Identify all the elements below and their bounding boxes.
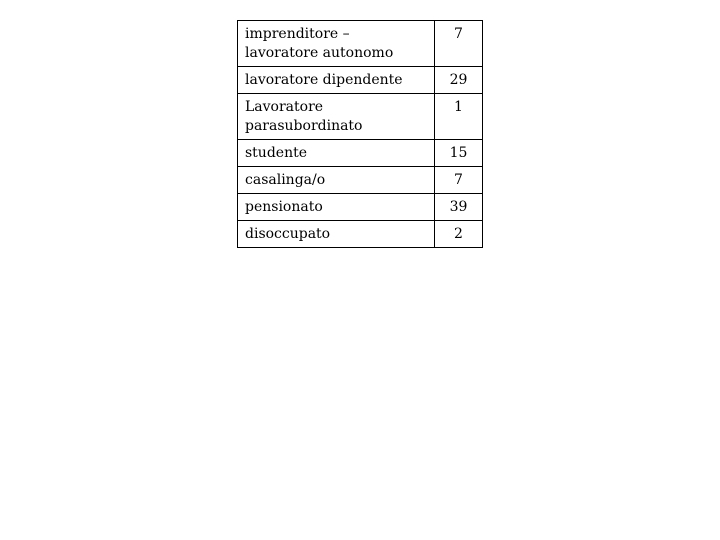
table-row (238, 167, 483, 194)
occupation-label: Lavoratore parasubordinato (238, 94, 435, 140)
occupation-label: studente (238, 140, 435, 167)
occupation-label: casalinga/o (238, 167, 435, 194)
occupation-label: imprenditore – lavoratore autonomo (238, 21, 435, 67)
occupation-count: 39 (435, 194, 483, 221)
table-row (238, 221, 483, 248)
occupation-count: 7 (435, 21, 483, 67)
occupation-table (237, 20, 483, 248)
occupation-count: 1 (435, 94, 483, 140)
occupation-count: 2 (435, 221, 483, 248)
occupation-label: disoccupato (238, 221, 435, 248)
occupation-count: 29 (435, 67, 483, 94)
table-row (238, 140, 483, 167)
occupation-label: pensionato (238, 194, 435, 221)
occupation-count: 7 (435, 167, 483, 194)
occupation-count: 15 (435, 140, 483, 167)
table-row (238, 94, 483, 140)
table-row (238, 67, 483, 94)
table-row (238, 21, 483, 67)
occupation-label: lavoratore dipendente (238, 67, 435, 94)
table-row (238, 194, 483, 221)
